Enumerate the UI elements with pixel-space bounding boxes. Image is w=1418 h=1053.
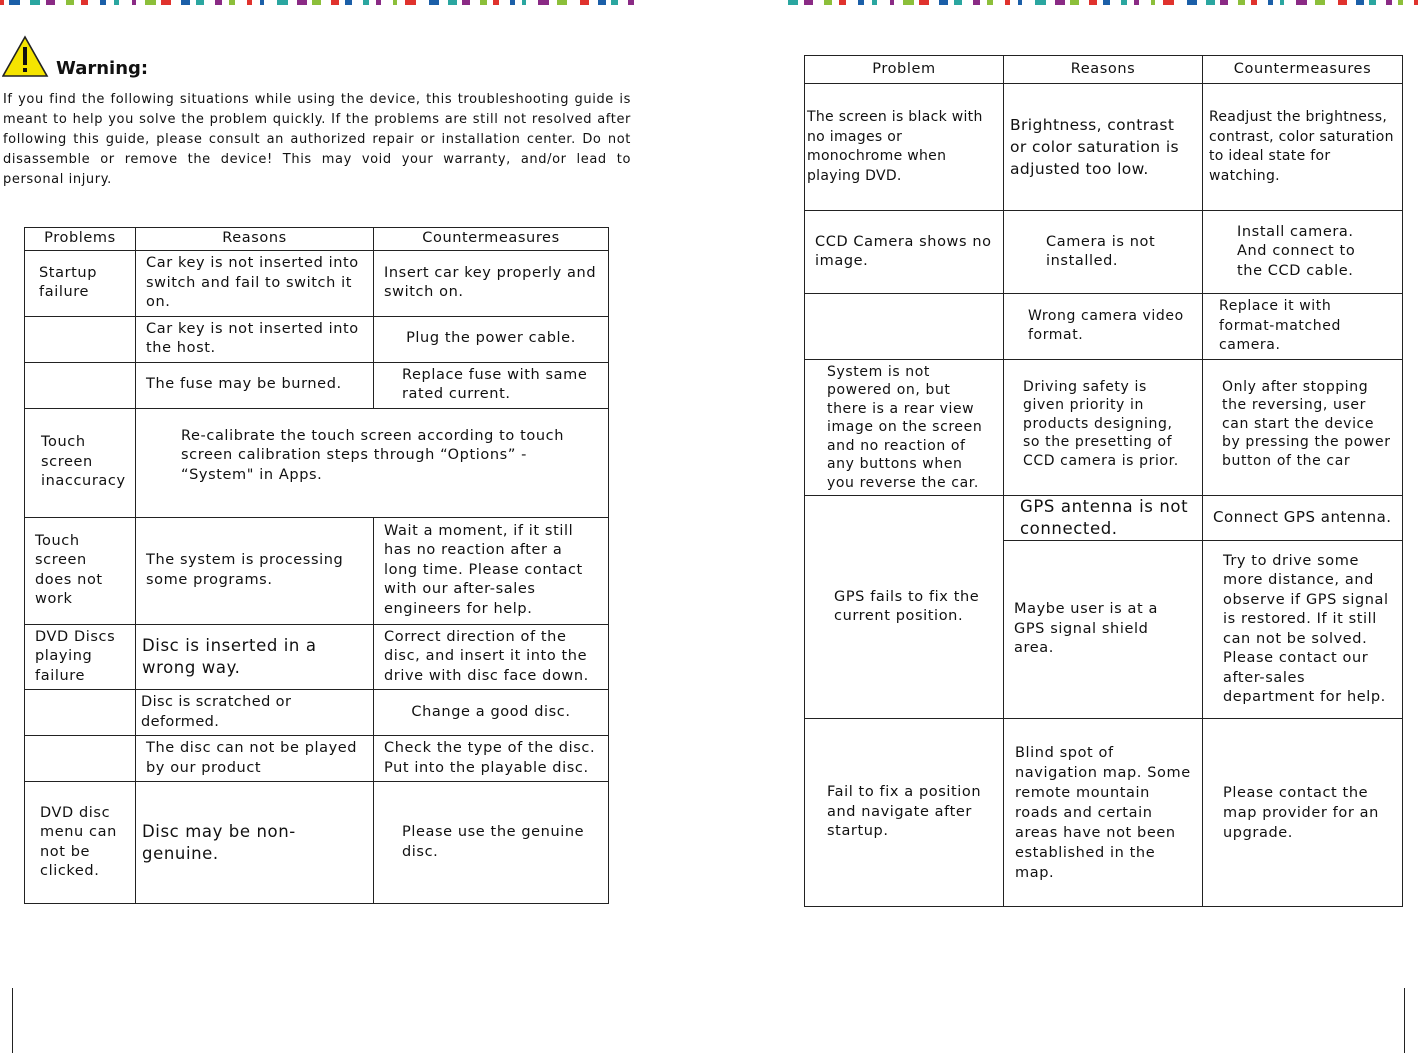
strip-segment [1018,0,1022,5]
strip-segment [114,0,119,5]
strip-segment [903,0,914,5]
countermeasure-cell: Connect GPS antenna. [1203,496,1403,541]
strip-segment [1220,0,1228,5]
problem-cell: Fail to fix a position and navigate after startup. [805,719,1004,907]
table-row [25,782,609,904]
strip-segment [858,0,864,5]
strip-segment [1315,0,1325,5]
strip-segment [1280,0,1284,5]
problem-cell: DVD disc menu can not be clicked. [25,782,136,904]
strip-segment [312,0,321,5]
strip-segment [557,0,567,5]
reason-cell: Wrong camera video format. [1004,294,1203,360]
strip-segment [510,0,515,5]
strip-segment [161,0,171,5]
strip-segment [331,0,339,5]
strip-segment [448,0,457,5]
countermeasure-cell: Please contact the map provider for an upgrade. [1203,719,1403,907]
strip-segment [1398,0,1403,5]
strip-segment [1089,0,1097,5]
strip-segment [611,0,618,5]
reason-cell: Driving safety is given priority in products designing, so the presetting of CCD camera is prior. [1004,359,1203,496]
problem-cell: The screen is black with no images or monochrome when playing DVD. [805,84,1004,211]
table-row [25,408,609,517]
strip-segment [804,0,813,5]
strip-segment [1251,0,1257,5]
problem-cell: GPS fails to fix the current position. [805,496,1004,719]
table-row [25,316,609,362]
countermeasure-cell: Replace it with format-matched camera. [1203,294,1403,360]
header-problem: Problem [805,56,1004,84]
strip-segment [493,0,499,5]
problem-cell: Touch screen does not work [25,517,136,624]
problem-cell: Startup failure [25,251,136,317]
strip-segment [824,0,832,5]
strip-segment [429,0,439,5]
strip-segment [1369,0,1376,5]
strip-segment [46,0,55,5]
strip-segment [145,0,156,5]
problem-cell [805,294,1004,360]
strip-segment [1163,0,1174,5]
header-countermeasures: Countermeasures [1203,56,1403,84]
table-row [805,294,1403,360]
strip-segment [0,0,4,5]
troubleshooting-table-left [24,227,609,904]
strip-segment [919,0,929,5]
strip-segment [1035,0,1046,5]
table-row [805,719,1403,907]
reason-cell: The disc can not be played by our product [136,736,374,782]
countermeasure-cell: Wait a moment, if it still has no reaction after a long time. Please contact with our after-sales engineers for help. [374,517,609,624]
strip-segment [872,0,877,5]
header-reasons: Reasons [136,228,374,251]
strip-segment [522,0,526,5]
strip-segment [376,0,381,5]
problem-cell: DVD Discs playing failure [25,624,136,690]
strip-segment [1386,0,1392,5]
strip-segment [538,0,549,5]
reason-cell: GPS antenna is not connected. [1004,496,1203,541]
strip-segment [598,0,606,5]
strip-segment [247,0,252,5]
reason-cell: Car key is not inserted into switch and fail to switch it on. [136,251,374,317]
strip-segment [1151,0,1155,5]
reason-cell: Brightness, contrast or color saturation is adjusted too low. [1004,84,1203,211]
countermeasure-cell: Insert car key properly and switch on. [374,251,609,317]
strip-segment [66,0,74,5]
countermeasure-cell: Correct direction of the disc, and insert it into the drive with disc face down. [374,624,609,690]
strip-segment [1134,0,1139,5]
strip-segment [30,0,40,5]
strip-segment [393,0,397,5]
table-row [25,517,609,624]
countermeasure-cell: Only after stopping the reversing, user can start the device by pressing the power button of the car [1203,359,1403,496]
problem-cell: System is not powered on, but there is a rear view image on the screen and no reaction of any buttons when you reverse the car. [805,359,1004,496]
reason-cell: Disc is inserted in a wrong way. [136,624,374,690]
reason-cell: The fuse may be burned. [136,362,374,408]
strip-segment [277,0,288,5]
strip-segment [100,0,106,5]
table-header-row [805,56,1403,84]
strip-segment [462,0,470,5]
strip-segment [1414,0,1418,5]
reason-cell: Disc is scratched or deformed. [136,690,374,736]
countermeasure-cell: Replace fuse with same rated current. [374,362,609,408]
reason-cell: Camera is not installed. [1004,211,1203,294]
strip-segment [196,0,204,5]
countermeasure-cell: Plug the power cable. [374,316,609,362]
table-row [25,736,609,782]
strip-segment [9,0,20,5]
countermeasure-cell: Change a good disc. [374,690,609,736]
table-row [805,84,1403,211]
strip-segment [987,0,993,5]
countermeasure-cell: Please use the genuine disc. [374,782,609,904]
strip-segment [1103,0,1110,5]
troubleshooting-table-right [804,55,1403,907]
table-row [25,251,609,317]
strip-segment [954,0,962,5]
countermeasure-cell: Install camera. And connect to the CCD cable. [1203,211,1403,294]
strip-segment [1356,0,1364,5]
strip-segment [363,0,369,5]
reason-cell: Car key is not inserted into the host. [136,316,374,362]
countermeasure-cell: Try to drive some more distance, and observe if GPS signal is restored. If it still can not be solved. Please contact our after-sales department for help. [1203,541,1403,719]
page-edge-rule-right [1404,988,1405,1053]
reason-cell: The system is processing some programs. [136,517,374,624]
strip-segment [939,0,948,5]
strip-segment [1296,0,1307,5]
strip-segment [405,0,416,5]
table-row [805,359,1403,496]
strip-segment [345,0,352,5]
merged-countermeasure-cell: Re-calibrate the touch screen according to touch screen calibration steps through “Options” - “System" in Apps. [136,408,609,517]
page-edge-rule-left [12,988,13,1053]
strip-segment [788,0,798,5]
strip-segment [132,0,136,5]
reason-cell: Disc may be non-genuine. [136,782,374,904]
strip-segment [1268,0,1273,5]
strip-segment [81,0,88,5]
problem-cell [25,690,136,736]
table-header-row [25,228,609,251]
reason-cell: Maybe user is at a GPS signal shield area. [1004,541,1203,719]
strip-segment [229,0,235,5]
problem-cell [25,736,136,782]
strip-segment [215,0,222,5]
reason-cell: Blind spot of navigation map. Some remote mountain roads and certain areas have not been established in the map. [1004,719,1203,907]
table-row [805,496,1403,541]
problem-cell: CCD Camera shows no image. [805,211,1004,294]
strip-segment [260,0,264,5]
header-problems: Problems [25,228,136,251]
strip-segment [1238,0,1245,5]
header-reasons: Reasons [1004,56,1203,84]
warning-title: Warning: [56,58,149,79]
decorative-color-strip-right [788,0,1418,5]
decorative-color-strip-left [0,0,640,5]
problem-cell [25,362,136,408]
strip-segment [297,0,307,5]
table-row [25,624,609,690]
table-row [25,362,609,408]
countermeasure-cell: Check the type of the disc. Put into the playable disc. [374,736,609,782]
strip-segment [181,0,190,5]
warning-intro-text: If you find the following situations while using the device, this troubleshooting guide is meant to help you solve the problem quickly. If the problems are still not resolved after following this guide, please consult an authorized repair or installation center. Do not disassemble or remove the device! This may void your warranty, and/or lead to personal injury. [3,92,631,187]
strip-segment [1070,0,1079,5]
strip-segment [973,0,980,5]
strip-segment [1055,0,1065,5]
problem-cell: Touch screen inaccuracy [25,408,136,517]
strip-segment [1187,0,1197,5]
countermeasure-cell: Readjust the brightness, contrast, color saturation to ideal state for watching. [1203,84,1403,211]
strip-segment [1206,0,1215,5]
strip-segment [1005,0,1010,5]
strip-segment [480,0,487,5]
problem-cell [25,316,136,362]
strip-segment [1121,0,1127,5]
table-row [805,211,1403,294]
header-countermeasures: Countermeasures [374,228,609,251]
strip-segment [839,0,846,5]
strip-segment [890,0,894,5]
table-row [25,690,609,736]
strip-segment [1338,0,1347,5]
strip-segment [628,0,634,5]
strip-segment [580,0,589,5]
